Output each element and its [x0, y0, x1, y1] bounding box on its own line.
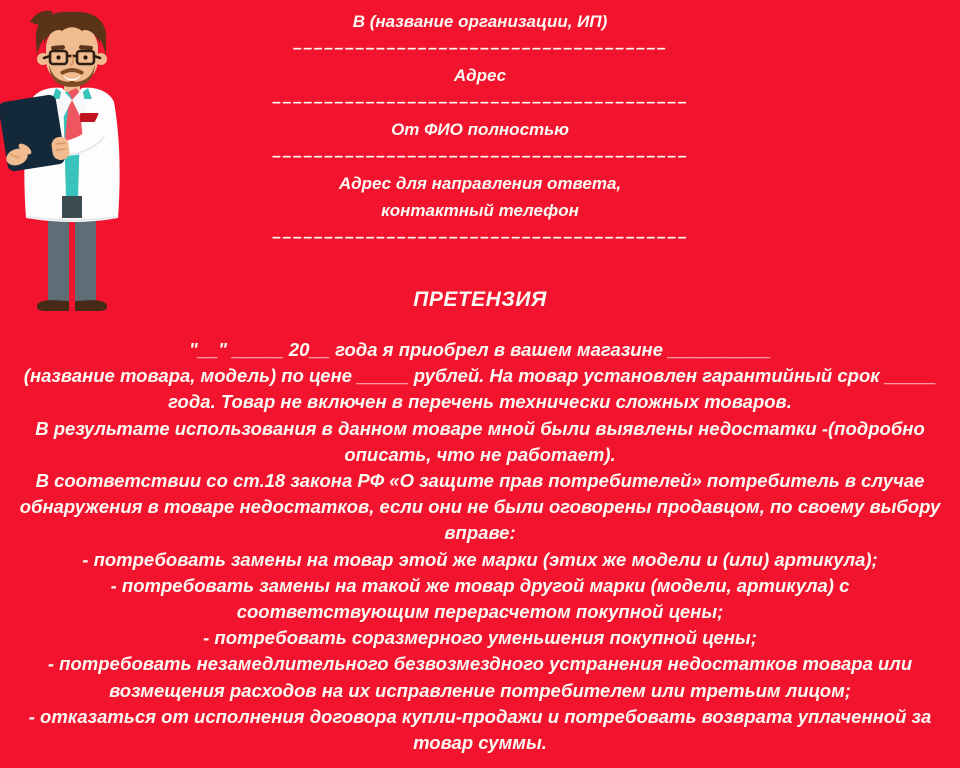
body-line: В соответствии со ст.18 закона РФ «О защите прав потребителей» потребитель в случае	[35, 470, 925, 492]
body-line: товар суммы.	[413, 732, 547, 754]
body-line: вправе:	[444, 522, 516, 544]
contact-phone-line: контактный телефон	[381, 201, 579, 220]
body-line: возмещения расходов на их исправление потребителем или третьим лицом;	[109, 679, 851, 701]
body-line: "__" _____ 20__ года я приобрел в вашем магазине __________	[188, 339, 772, 360]
body-line: года. Товар не включен в перечень технически сложных товаров.	[168, 391, 792, 413]
letter-header	[0, 8, 960, 251]
reply-address-line: Адрес для направления ответа,	[338, 174, 622, 193]
body-line: - потребовать соразмерного уменьшения покупной цены;	[203, 627, 757, 649]
fill-in-line: ––––––––––––––––––––––––––––––––––––	[292, 40, 668, 57]
body-line: - потребовать незамедлительного безвозмездного устранения недостатков товара или	[47, 653, 913, 675]
sender-name-line: От ФИО полностью	[391, 120, 569, 139]
recipient-org-line: В (название организации, ИП)	[352, 12, 608, 31]
body-line: обнаружения в товаре недостатков, если они не были оговорены продавцом, по своему выбору	[19, 496, 941, 518]
body-line: В результате использования в данном товаре мной были выявлены недостатки -(подробно	[35, 417, 925, 439]
fill-in-line: ––––––––––––––––––––––––––––––––––––––––	[272, 94, 688, 111]
body-line: соответствующим перерасчетом покупной цены;	[236, 601, 724, 623]
document-title: ПРЕТЕНЗИЯ	[413, 288, 547, 311]
body-line: - потребовать замены на такой же товар другой марки (модели, артикула) с	[110, 574, 850, 596]
fill-in-line: ––––––––––––––––––––––––––––––––––––––––	[272, 148, 688, 165]
body-line: (название товара, модель) по цене _____ рублей. На товар установлен гарантийный срок _____	[23, 365, 937, 387]
fill-in-line: ––––––––––––––––––––––––––––––––––––––––	[272, 229, 688, 246]
recipient-address-label: Адрес	[453, 66, 507, 85]
letter-body	[0, 337, 960, 756]
body-line: описать, что не работает).	[344, 443, 616, 465]
body-line: - потребовать замены на товар этой же марки (этих же модели и (или) артикула);	[82, 548, 878, 570]
body-line: - отказаться от исполнения договора купли-продажи и потребовать возврата уплаченной за	[28, 705, 932, 727]
